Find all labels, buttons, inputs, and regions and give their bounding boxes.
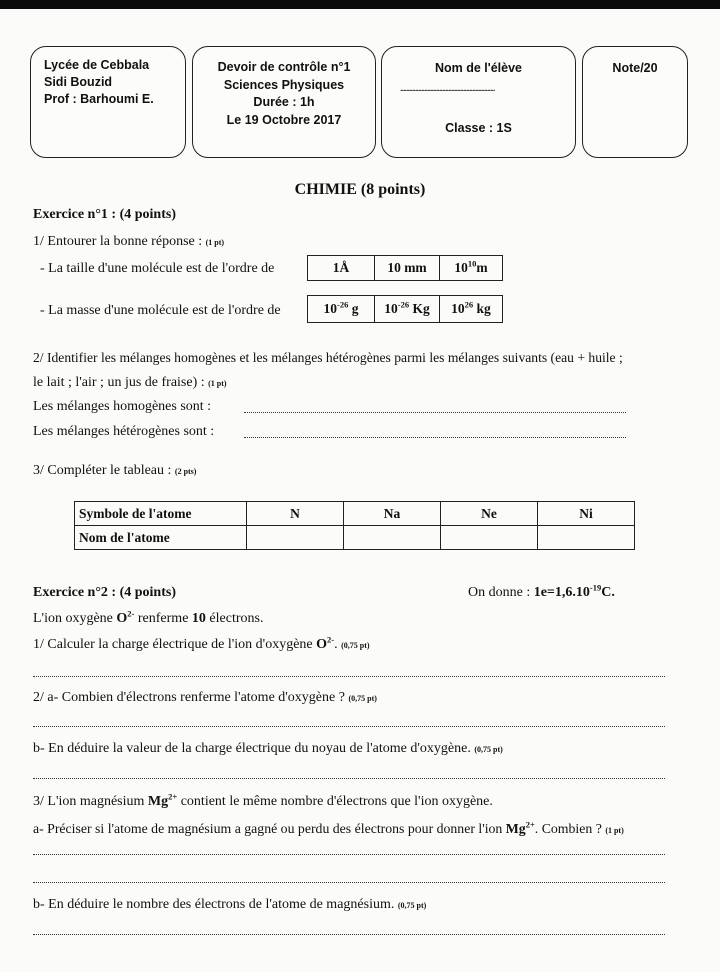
ex2-q2b-answer-line[interactable] [33,778,665,779]
ex1-size-question: - La taille d'une molécule est de l'ordre de [40,261,275,276]
heterogeneous-answer-line[interactable] [244,437,626,438]
scan-top-edge [0,0,720,9]
ex1-q2-line2 [33,375,227,391]
atom-symbol-ne: Ne [441,502,538,526]
size-choice-10e10m[interactable]: $10^{10}m$ [440,256,503,281]
atom-table [74,501,635,550]
ex1-q2-line1: 2/ Identifier les mélanges homogènes et les mélanges hétérogènes parmi les mélanges suivants (eau + huile ; [33,350,623,365]
ex2-q3: 3/ L'ion magnésium $Mg^{2+}$ contient le même nombre d'électrons que l'ion oxygène. [33,791,493,809]
exam-title: Devoir de contrôle n°1 [217,60,351,74]
atom-name-cell[interactable] [247,526,344,550]
exercise2-title: Exercice n°2 : (4 points) [33,585,176,600]
atom-name-cell[interactable] [441,526,538,550]
ex1-q1-text: 1/ Entourer la bonne réponse : [33,234,206,249]
ex2-q3b-points: (0,75 pt) [397,901,427,910]
homogeneous-answer-line[interactable] [244,412,626,413]
ex2-q1-points: (0,75 pt) [341,641,370,650]
ex1-mass-question: - La masse d'une molécule est de l'ordre de [40,303,281,318]
atom-name-cell[interactable] [538,526,635,550]
school-name: Lycée de Cebbala [44,58,150,72]
ex1-q3-text: 3/ Compléter le tableau : [33,463,175,478]
given-label: On donne : [468,585,534,600]
school-city: Sidi Bouzid [44,75,113,89]
ex2-q1-answer-line[interactable] [33,676,665,677]
atom-name-cell[interactable] [344,526,441,550]
ex1-q1-points: (1 pt) [205,238,225,247]
atom-symbol-na: Na [344,502,441,526]
exam-subject: Sciences Physiques [223,77,345,92]
ex2-q3a-answer-line-2[interactable] [33,882,665,883]
atom-symbol-ni: Ni [538,502,635,526]
mass-choice-g[interactable]: $10^{-26}$ g [308,296,375,323]
ex1-q2-text: le lait ; l'air ; un jus de fraise) : [33,375,209,390]
grade-label: Note/20 [612,61,658,75]
teacher-name: Prof : Barhoumi E. [44,92,154,106]
ex2-q2a: 2/ a- Combien d'électrons renferme l'atome d'oxygène ? (0,75 pt) [33,690,377,705]
atom-symbol-header: Symbole de l'atome [75,502,247,526]
mass-choices-table [307,295,503,323]
student-name-label: Nom de l'élève [434,61,523,75]
given-constant [468,582,615,601]
heterogeneous-label: Les mélanges hétérogènes sont : [33,424,215,439]
exam-duration: Durée : 1h [253,95,315,109]
mass-choice-kg-pos[interactable]: $10^{26}$ kg [440,296,503,323]
ex2-q2b: b- En déduire la valeur de la charge électrique du noyau de l'atome d'oxygène. (0,75 pt) [33,741,503,756]
exam-info-box [192,46,376,158]
given-value: $1e=1,6.10^{-19}C$. [533,582,615,600]
student-box [381,46,576,158]
exercise1-title: Exercice n°1 : (4 points) [33,207,176,222]
atom-symbol-n: N [247,502,344,526]
ex1-q2-points: (1 pt) [208,379,227,388]
ex2-intro: L'ion oxygène $O^{2-}$ renferme 10 électrons. [33,608,264,626]
homogeneous-label: Les mélanges homogènes sont : [33,399,212,414]
class-label: Classe : 1S [445,121,512,135]
ex2-q1: 1/ Calculer la charge électrique de l'ion d'oxygène $O^{2-}$. (0,75 pt) [33,634,370,652]
ex2-q3a-answer-line-1[interactable] [33,854,665,855]
ex2-q2a-points: (0,75 pt) [348,694,377,703]
section-title: CHIMIE (8 points) [294,181,426,198]
grade-box [582,46,688,158]
student-name-field[interactable]: ............................................................... [400,83,495,94]
ex2-q2b-points: (0,75 pt) [474,745,503,754]
size-choice-1a[interactable]: 1Å [308,256,375,281]
mass-choice-kg[interactable]: $10^{-26}$ Kg [375,296,440,323]
school-info-box [30,46,186,158]
atom-name-header: Nom de l'atome [75,526,247,550]
ex2-q3b-answer-line[interactable] [33,934,665,935]
size-choice-10mm[interactable]: 10 mm [375,256,440,281]
ex1-q1 [33,234,224,250]
ex1-q3 [33,463,196,479]
ex2-q3b: b- En déduire le nombre des électrons de l'atome de magnésium. (0,75 pt) [33,897,427,912]
size-choices-table [307,255,503,281]
ex2-q3a-points: (1 pt) [605,826,624,835]
ex2-q2a-answer-line[interactable] [33,726,665,727]
ex1-q3-points: (2 pts) [174,467,197,476]
exam-date: Le 19 Octobre 2017 [226,112,342,127]
ex2-q3a: a- Préciser si l'atome de magnésium a gagné ou perdu des électrons pour donner l'ion $Mg^{2+}$. Combien ? (1 pt) [33,819,624,836]
